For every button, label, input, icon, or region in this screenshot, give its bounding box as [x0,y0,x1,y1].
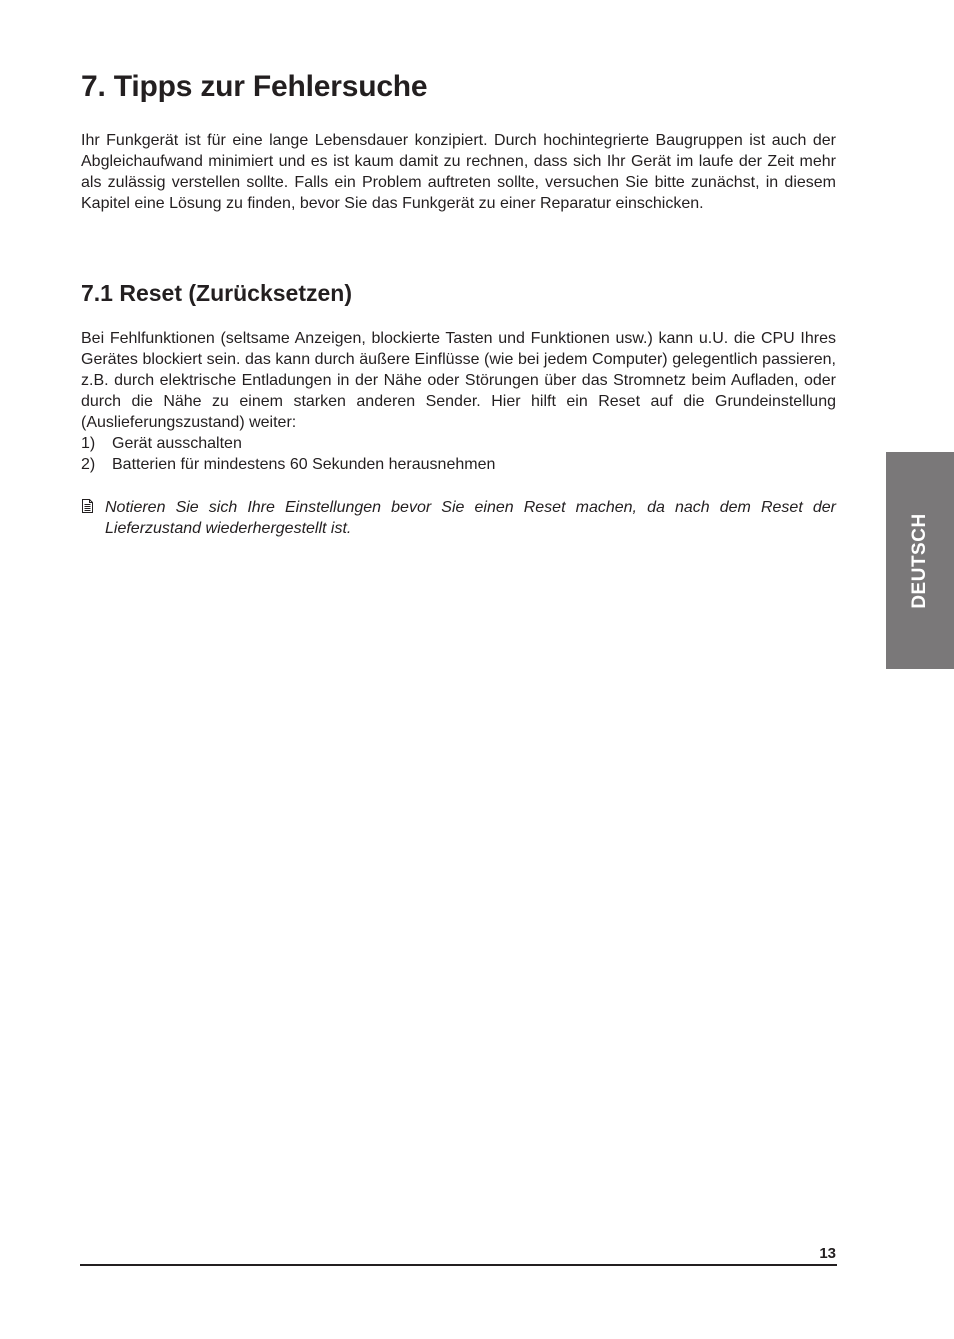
section-body: Bei Fehlfunktionen (seltsame Anzeigen, blockierte Tasten und Funktionen usw.) kann u.U. die CPU Ihres Gerätes blockiert sein. das kann durch äußere Einflüsse (wie bei jedem Computer) gelegentlich passieren, z.B. durch elektrische Entladungen in der Nähe oder Störungen über das Stromnetz beim Aufladen, oder durch die Nähe zu einem starken anderen Sender. Hier hilft ein Reset auf die Grundeinstellung (Auslieferungszustand) weiter: [81,330,836,431]
step-number: 2) [81,456,96,473]
note-text: Notieren Sie sich Ihre Einstellungen bevor Sie einen Reset machen, da nach dem Reset der Lieferzustand wiederhergestellt ist. [105,499,836,537]
note-block [81,497,836,539]
step-number: 1) [81,435,96,452]
note-icon [81,497,105,518]
section-title: 7.1 Reset (Zurücksetzen) [81,280,352,306]
reset-steps-list [81,433,495,475]
step-text: Batterien für mindestens 60 Sekunden herausnehmen [112,456,496,473]
page-number: 13 [819,1245,836,1262]
chapter-intro: Ihr Funkgerät ist für eine lange Lebensdauer konzipiert. Durch hochintegrierte Baugruppen ist auch der Abgleichaufwand minimiert und es ist kaum damit zu rechnen, dass sich Ihr Gerät im laufe der Zeit mehr als zulässig verstellen sollte. Falls ein Problem auftreten sollte, versuchen Sie bitte zunächst, in diesem Kapitel eine Lösung zu finden, bevor Sie das Funkgerät zu einer Reparatur einschicken. [81,132,836,212]
language-tab-label: DEUTSCH [909,512,930,609]
list-item [81,433,495,454]
chapter-title: 7. Tipps zur Fehlersuche [81,70,428,103]
footer-divider [80,1264,837,1266]
list-item [81,454,495,475]
step-text: Gerät ausschalten [112,435,242,452]
language-tab [886,452,954,669]
